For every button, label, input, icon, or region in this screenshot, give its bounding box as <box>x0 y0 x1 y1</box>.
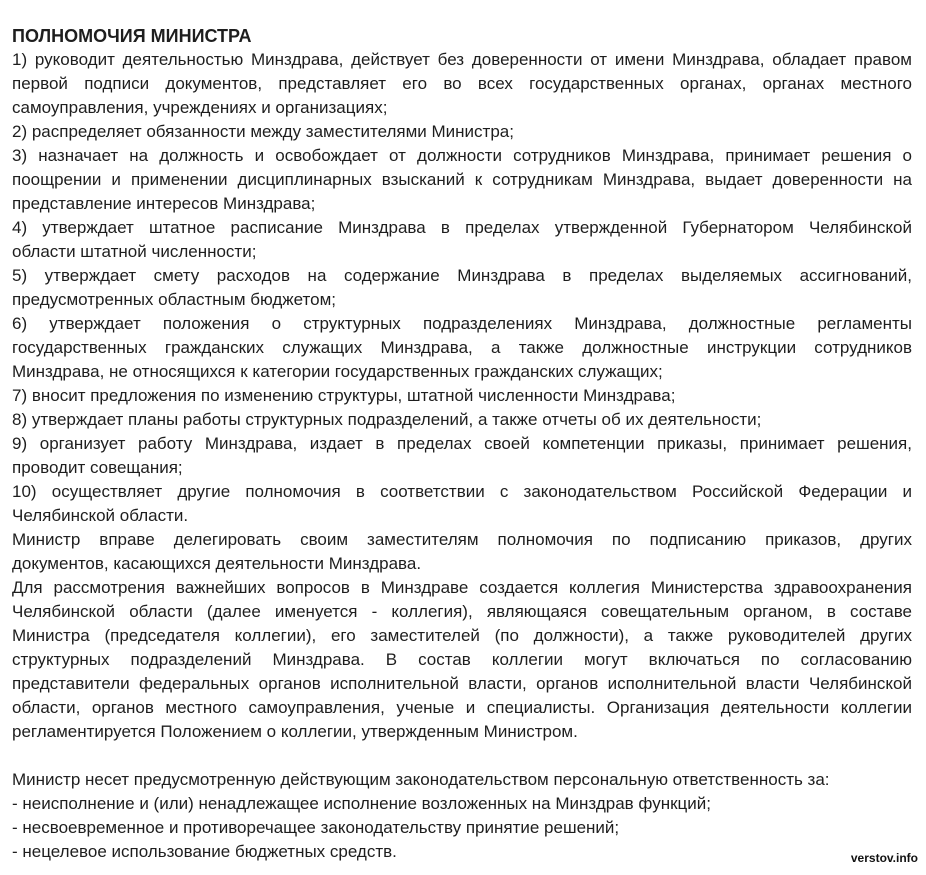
text-line: Челябинской области (далее именуется - коллегия), являющаяся совещательным органом, в составе <box>12 602 912 621</box>
text-line: 8) утверждает планы работы структурных подразделений, а также отчеты об их деятельности; <box>12 410 762 429</box>
text-line: представление интересов Минздрава; <box>12 194 316 213</box>
text-line: проводит совещания; <box>12 458 183 477</box>
text-line: регламентируется Положением о коллегии, утвержденным Министром. <box>12 722 578 741</box>
text-line: Минздрава, не относящихся к категории государственных гражданских служащих; <box>12 362 663 381</box>
blank-line <box>12 744 912 768</box>
text-line: первой подписи документов, представляет его во всех государственных органах, органах местного <box>12 74 912 93</box>
text-line: 7) вносит предложения по изменению структуры, штатной численности Минздрава; <box>12 386 676 405</box>
text-line: 5) утверждает смету расходов на содержание Минздрава в пределах выделяемых ассигнований, <box>12 266 912 285</box>
text-line: 6) утверждает положения о структурных подразделениях Минздрава, должностные регламенты <box>12 314 912 333</box>
text-line: представители федеральных органов исполнительной власти, органов исполнительной власти Челябинской <box>12 674 912 693</box>
document <box>12 24 912 864</box>
text-line: самоуправления, учреждениях и организациях; <box>12 98 388 117</box>
text-line: - нецелевое использование бюджетных средств. <box>12 842 397 861</box>
text-line: Министр вправе делегировать своим заместителям полномочия по подписанию приказов, других <box>12 530 912 549</box>
text-line: Для рассмотрения важнейших вопросов в Минздраве создается коллегия Министерства здравоохранения <box>12 578 912 597</box>
text-line: документов, касающихся деятельности Минздрава. <box>12 554 422 573</box>
text-line: государственных гражданских служащих Минздрава, а также должностные инструкции сотрудников <box>12 338 912 357</box>
text-line: области штатной численности; <box>12 242 257 261</box>
text-line: Министр несет предусмотренную действующим законодательством персональную ответственность за: <box>12 770 830 789</box>
text-line: 3) назначает на должность и освобождает от должности сотрудников Минздрава, принимает решения о <box>12 146 912 165</box>
text-line: Министра (председателя коллегии), его заместителей (по должности), а также руководителей других <box>12 626 912 645</box>
text-line: поощрении и применении дисциплинарных взысканий к сотрудникам Минздрава, выдает доверенности на <box>12 170 912 189</box>
text-line: 10) осуществляет другие полномочия в соответствии с законодательством Российской Федерации и <box>12 482 912 501</box>
text-line: 9) организует работу Минздрава, издает в пределах своей компетенции приказы, принимает решения, <box>12 434 912 453</box>
text-line: области, органов местного самоуправления, ученые и специалисты. Организация деятельности коллегии <box>12 698 912 717</box>
text-line: - неисполнение и (или) ненадлежащее исполнение возложенных на Минздрав функций; <box>12 794 711 813</box>
text-line: предусмотренных областным бюджетом; <box>12 290 337 309</box>
text-line: 4) утверждает штатное расписание Минздрава в пределах утвержденной Губернатором Челябинской <box>12 218 912 237</box>
document-title: ПОЛНОМОЧИЯ МИНИСТРА <box>12 26 252 46</box>
text-line: структурных подразделений Минздрава. В состав коллегии могут включаться по согласованию <box>12 650 912 669</box>
text-line: 2) распределяет обязанности между заместителями Министра; <box>12 122 514 141</box>
text-line: 1) руководит деятельностью Минздрава, действует без доверенности от имени Минздрава, обладает правом <box>12 50 912 69</box>
text-line: Челябинской области. <box>12 506 189 525</box>
watermark: verstov.info <box>850 851 918 865</box>
text-line: - несвоевременное и противоречащее законодательству принятие решений; <box>12 818 620 837</box>
